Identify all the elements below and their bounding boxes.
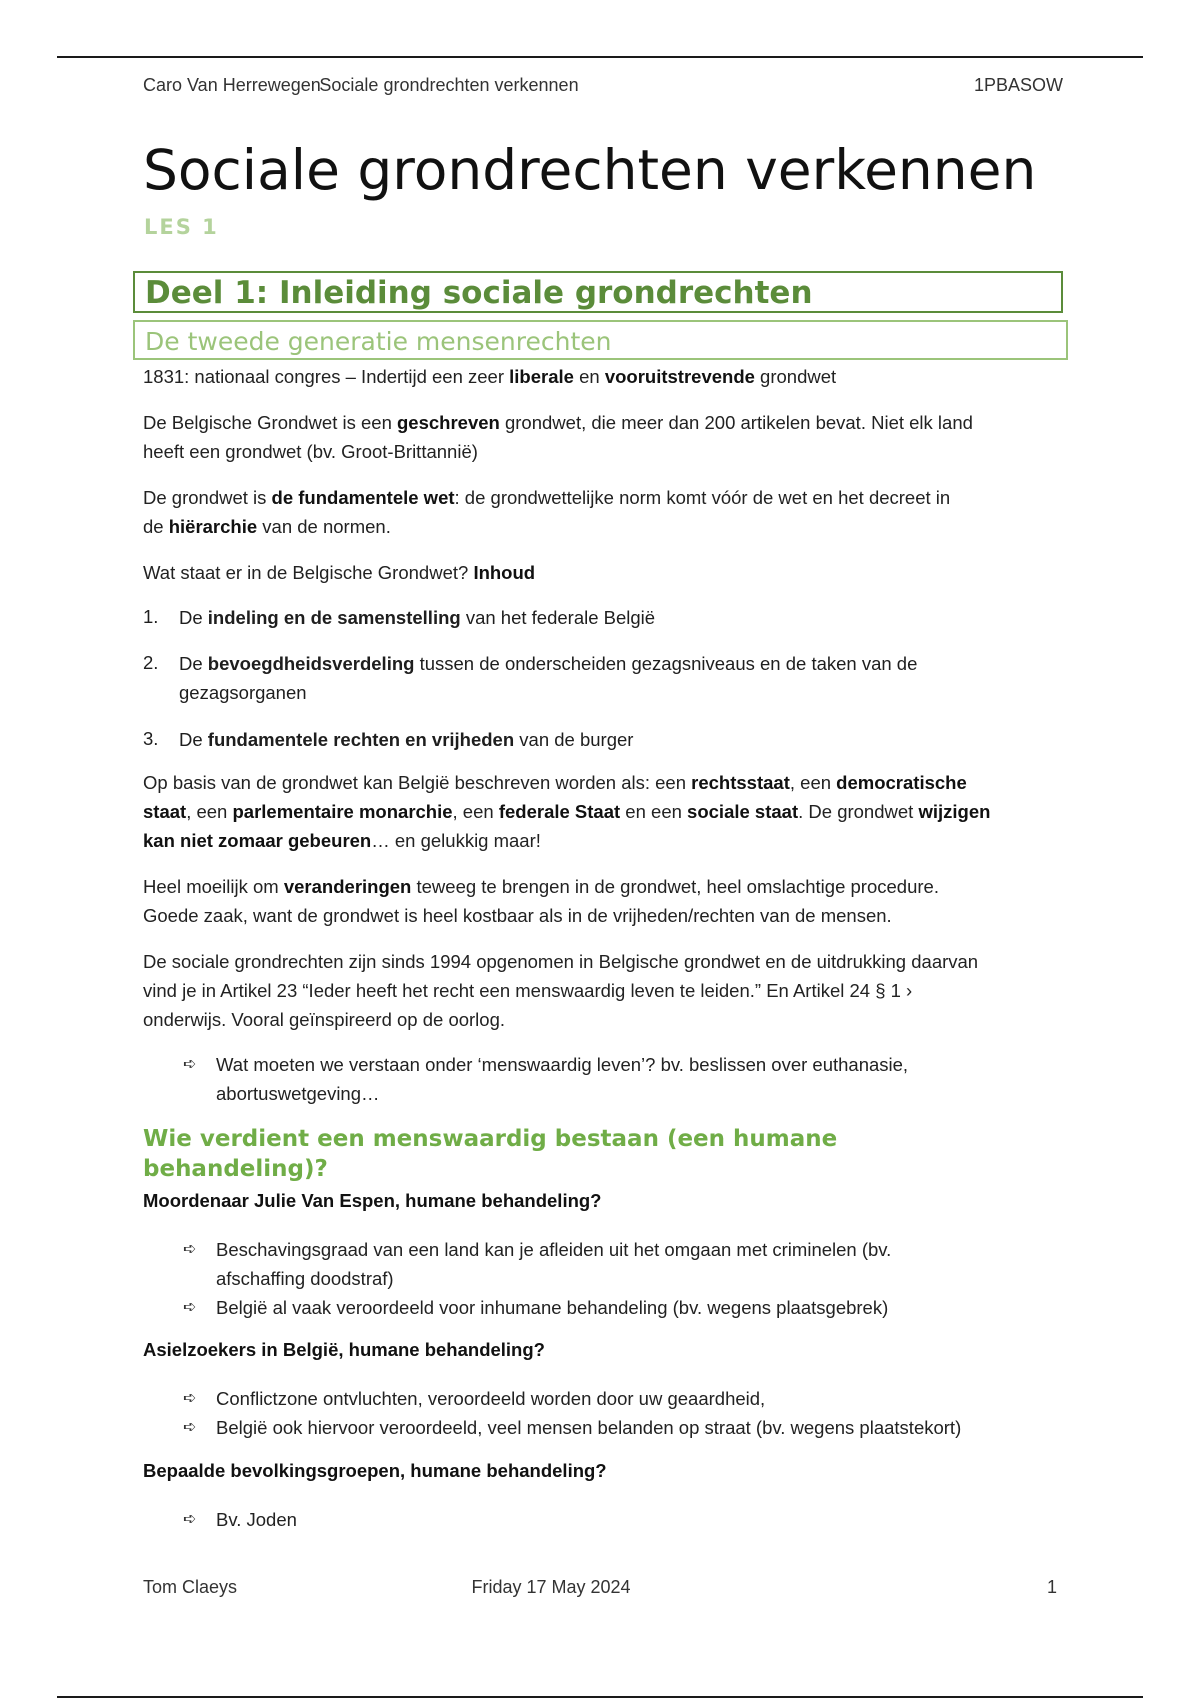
paragraph-3: De grondwet is de fundamentele wet: de grondwettelijke norm komt vóór de wet en het decreet in de hiërarchie van de normen. [143, 487, 951, 537]
list-number-2: 2. [143, 652, 159, 673]
footer-page-number: 1 [1046, 1577, 1057, 1597]
paragraph-5: Op basis van de grondwet kan België beschreven worden als: een rechtsstaat, een democratische staat, een parlementaire monarchie, een federale Staat en een sociale staat. De grondwet wijzigen kan niet zomaar gebeuren… en gelukkig maar! [143, 772, 991, 851]
arrow-bullet-icon: ➪ [183, 1241, 197, 1258]
list-number-3: 3. [143, 728, 159, 749]
top-rule [57, 56, 1143, 58]
list-item-1: De indeling en de samenstelling van het federale België [179, 607, 656, 628]
q2-bullet-1: Conflictzone ontvluchten, veroordeeld worden door uw geaardheid, [216, 1388, 766, 1409]
arrow-bullet-icon: ➪ [183, 1390, 197, 1407]
question-3: Bepaalde bevolkingsgroepen, humane behandeling? [143, 1460, 607, 1481]
question-1: Moordenaar Julie Van Espen, humane behandeling? [143, 1190, 602, 1211]
header-code: 1PBASOW [973, 75, 1063, 95]
arrow-bullet-icon: ➪ [183, 1511, 197, 1528]
footer-author: Tom Claeys [143, 1577, 238, 1597]
paragraph-4: Wat staat er in de Belgische Grondwet? Inhoud [143, 562, 536, 583]
footer-date: Friday 17 May 2024 [471, 1577, 631, 1597]
q1-bullet-2: België al vaak veroordeeld voor inhumane behandeling (bv. wegens plaatsgebrek) [216, 1297, 889, 1318]
arrow-bullet-icon: ➪ [183, 1299, 197, 1316]
paragraph-7: De sociale grondrechten zijn sinds 1994 opgenomen in Belgische grondwet en de uitdrukking daarvan vind je in Artikel 23 “Ieder heeft het recht een menswaardig leven te leiden.” En Artikel 24 § 1 › onderwijs. Vooral geïnspireerd op de oorlog. [143, 951, 979, 1030]
q2-bullet-2: België ook hiervoor veroordeeld, veel mensen belanden op straat (bv. wegens plaatstekort) [216, 1417, 962, 1438]
q1-bullet-1: Beschavingsgraad van een land kan je afleiden uit het omgaan met criminelen (bv. afschaffing doodstraf) [216, 1239, 892, 1289]
header-title: Sociale grondrechten verkennen [319, 75, 579, 95]
arrow-bullet-icon: ➪ [183, 1419, 197, 1436]
arrow-bullet-icon: ➪ [183, 1056, 197, 1073]
list-item-3: De fundamentele rechten en vrijheden van de burger [179, 729, 634, 750]
list-number-1: 1. [143, 606, 159, 627]
page-footer [143, 1577, 1055, 1601]
heading-3: Wie verdient een menswaardig bestaan (een humane behandeling)? [143, 1126, 838, 1182]
header-author: Caro Van Herrewegen [143, 75, 321, 95]
arrow-item-1: Wat moeten we verstaan onder ‘menswaardig leven’? bv. beslissen over euthanasie, abortuswetgeving… [216, 1054, 909, 1104]
page-header [143, 75, 1063, 99]
q3-bullet-1: Bv. Joden [216, 1509, 297, 1530]
paragraph-1: 1831: nationaal congres – Indertijd een zeer liberale en vooruitstrevende grondwet [143, 366, 837, 387]
heading-1: Deel 1: Inleiding sociale grondrechten [145, 275, 813, 311]
question-2: Asielzoekers in België, humane behandeling? [143, 1339, 545, 1360]
paragraph-6: Heel moeilijk om veranderingen teweeg te brengen in de grondwet, heel omslachtige procedure. Goede zaak, want de grondwet is heel kostbaar als in de vrijheden/rechten van de mensen. [143, 876, 939, 926]
heading-1-box [133, 271, 1063, 313]
bottom-rule [57, 1696, 1143, 1698]
paragraph-2: De Belgische Grondwet is een geschreven grondwet, die meer dan 200 artikelen bevat. Niet elk land heeft een grondwet (bv. Groot-Brittannië) [143, 412, 973, 462]
document-title: Sociale grondrechten verkennen [143, 138, 1037, 202]
list-item-2: De bevoegdheidsverdeling tussen de onderscheiden gezagsniveaus en de taken van de gezagsorganen [179, 653, 918, 703]
lesson-label: LES 1 [144, 215, 219, 239]
heading-2: De tweede generatie mensenrechten [145, 327, 612, 356]
heading-2-box [133, 320, 1068, 360]
